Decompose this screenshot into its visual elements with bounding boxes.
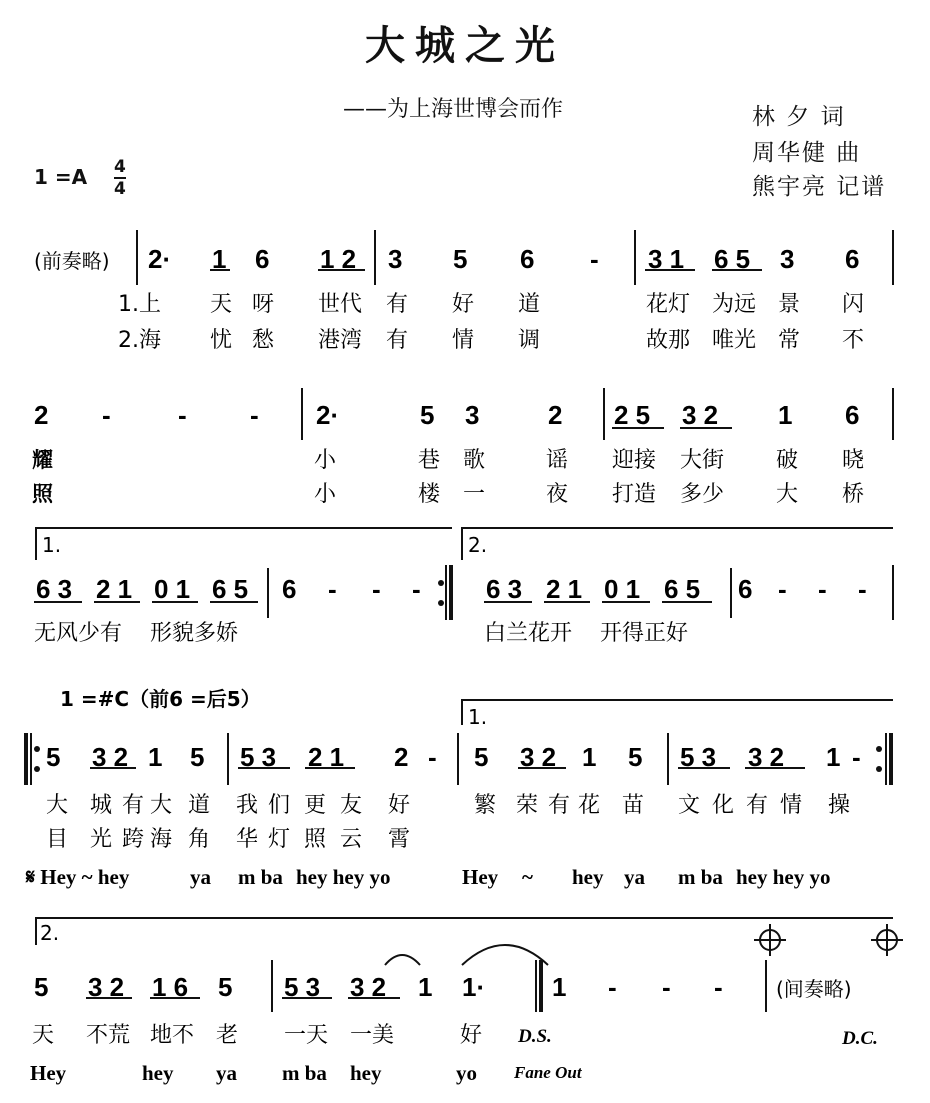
note: 1 2 bbox=[320, 244, 357, 274]
note: 0 1 bbox=[154, 574, 191, 604]
note: 6 3 bbox=[36, 574, 73, 604]
lyric: 好 bbox=[452, 292, 475, 317]
note: 6 3 bbox=[486, 574, 523, 604]
note: 5 bbox=[34, 972, 49, 1002]
lyric: 唯光 bbox=[712, 328, 757, 353]
note: - bbox=[662, 972, 671, 1002]
note: 2 bbox=[34, 400, 49, 430]
note: 5 bbox=[218, 972, 233, 1002]
note: - bbox=[858, 574, 867, 604]
note: - bbox=[328, 574, 337, 604]
lyric: 苗 bbox=[622, 793, 645, 818]
lyric: 大 bbox=[776, 482, 799, 507]
lyric: 不 bbox=[842, 328, 865, 353]
note: - bbox=[714, 972, 723, 1002]
subtitle: ——为上海世博会而作 bbox=[343, 97, 564, 122]
note: 1 bbox=[418, 972, 433, 1002]
lyric: 呀 bbox=[252, 292, 275, 317]
lyric: 云 bbox=[340, 827, 363, 852]
lyricist-credit: 林 夕 词 bbox=[752, 104, 846, 130]
line4-lyrics-verse1 bbox=[46, 793, 850, 818]
note: 3 bbox=[465, 400, 480, 430]
lyric: 一 bbox=[463, 482, 486, 507]
lyric: 操 bbox=[828, 793, 851, 818]
line3-lyrics bbox=[34, 621, 688, 646]
lyric: ya bbox=[216, 1061, 237, 1085]
lyric: 华 bbox=[236, 827, 259, 852]
note: 6 bbox=[255, 244, 270, 274]
lyric: 花灯 bbox=[646, 292, 691, 317]
lyric: Hey bbox=[462, 865, 499, 889]
lyric: 无风少有 bbox=[34, 621, 123, 646]
lyric: 破 bbox=[776, 448, 799, 473]
lyric: 楼 bbox=[418, 482, 441, 507]
lyric: 大街 bbox=[680, 448, 725, 473]
note: 0 1 bbox=[604, 574, 641, 604]
note: - bbox=[818, 574, 827, 604]
note: 6 bbox=[520, 244, 535, 274]
line2-notes bbox=[34, 400, 859, 430]
note: 3 2 bbox=[748, 742, 785, 772]
note: - bbox=[428, 742, 437, 772]
composer-credit: 周华健 曲 bbox=[752, 140, 862, 166]
note: - bbox=[608, 972, 617, 1002]
lyric: 2.海 bbox=[118, 328, 161, 353]
note: 3 bbox=[780, 244, 795, 274]
note: 1 bbox=[826, 742, 841, 772]
note: 2 1 bbox=[96, 574, 133, 604]
key-change: 1 =#C（前6 =后5） bbox=[60, 687, 261, 711]
note: 3 bbox=[388, 244, 403, 274]
note: 5 bbox=[190, 742, 205, 772]
note: 2 1 bbox=[308, 742, 345, 772]
note: 2 bbox=[394, 742, 409, 772]
note: 3 2 bbox=[88, 972, 125, 1002]
note: - bbox=[102, 400, 111, 430]
lyric: 天 bbox=[210, 292, 233, 317]
lyric: ya bbox=[624, 865, 645, 889]
line4-notes bbox=[46, 742, 861, 772]
lyric: 歌 bbox=[463, 448, 486, 473]
lyric: 有 bbox=[746, 793, 769, 818]
lyric: 花 bbox=[578, 793, 601, 818]
lyric: 好 bbox=[388, 793, 411, 818]
note: 3 1 bbox=[648, 244, 685, 274]
lyric: 好 bbox=[460, 1023, 483, 1048]
lyric: 地不 bbox=[150, 1023, 195, 1048]
line5-notes bbox=[34, 972, 723, 1002]
lyric: 𝄋 Hey ~ hey bbox=[26, 865, 130, 889]
lyric: 一天 bbox=[284, 1023, 329, 1048]
lyric: 灯 bbox=[268, 827, 291, 852]
lyric: 不荒 bbox=[86, 1023, 131, 1048]
lyric: yo bbox=[456, 1061, 477, 1085]
note: 3 2 bbox=[682, 400, 719, 430]
transcriber-credit: 熊宇亮 记谱 bbox=[752, 174, 887, 200]
note: 1 bbox=[212, 244, 227, 274]
lyric: 夜 bbox=[546, 482, 569, 507]
lyric: 大 bbox=[46, 793, 69, 818]
note: 6 bbox=[845, 400, 860, 430]
lyric: 有 bbox=[548, 793, 571, 818]
line2-lyrics-verse1 bbox=[32, 448, 864, 473]
note: 5 bbox=[46, 742, 61, 772]
note: - bbox=[372, 574, 381, 604]
lyric: 形貌多娇 bbox=[150, 621, 239, 646]
note: 2 bbox=[548, 400, 563, 430]
lyric: 有 bbox=[386, 328, 409, 353]
line1-lyrics-verse2 bbox=[118, 328, 864, 353]
lyric: m ba bbox=[678, 865, 723, 889]
note: 2· bbox=[148, 244, 172, 274]
lyric: 情 bbox=[452, 328, 475, 353]
line5-lyrics bbox=[32, 1023, 482, 1048]
lyric: 老 bbox=[216, 1023, 239, 1048]
lyric: 更 bbox=[304, 793, 327, 818]
lyric: 开得正好 bbox=[600, 621, 689, 646]
note: 1 bbox=[552, 972, 567, 1002]
lyric: 们 bbox=[268, 793, 291, 818]
lyric: 白兰花开 bbox=[484, 621, 573, 646]
note: 6 5 bbox=[664, 574, 701, 604]
note: 6 5 bbox=[714, 244, 751, 274]
lyric: hey bbox=[350, 1061, 382, 1085]
note: - bbox=[590, 244, 599, 274]
note: 2 5 bbox=[614, 400, 651, 430]
lyric: 化 bbox=[712, 793, 735, 818]
note: 3 2 bbox=[520, 742, 557, 772]
note: - bbox=[852, 742, 861, 772]
note: 1 bbox=[582, 742, 597, 772]
note: - bbox=[178, 400, 187, 430]
lyric: 1.上 bbox=[118, 292, 161, 317]
time-signature-top: 4 bbox=[114, 157, 126, 177]
ds-marker: D.S. bbox=[518, 1026, 552, 1047]
note: 5 3 bbox=[284, 972, 321, 1002]
note: 5 bbox=[453, 244, 468, 274]
lyric: 情 bbox=[780, 793, 803, 818]
note: 5 3 bbox=[680, 742, 717, 772]
note: 1 6 bbox=[152, 972, 189, 1002]
lyric: 小 bbox=[314, 482, 337, 507]
note: 3 2 bbox=[350, 972, 387, 1002]
lyric: 道 bbox=[518, 292, 541, 317]
lyric: ~ bbox=[522, 865, 533, 889]
lyric: 桥 bbox=[842, 482, 865, 507]
note: 6 bbox=[282, 574, 297, 604]
lyric: 天 bbox=[32, 1023, 55, 1048]
lyric: 城 bbox=[90, 793, 113, 818]
lyric: 照 bbox=[304, 827, 327, 852]
fade-out-marker: Fane Out bbox=[514, 1063, 582, 1082]
lyric: 有 bbox=[122, 793, 145, 818]
lyric: 调 bbox=[518, 328, 541, 353]
lyric: hey hey yo bbox=[296, 865, 391, 889]
lyric: 我 bbox=[236, 793, 259, 818]
lyric: 常 bbox=[778, 328, 801, 353]
volta-first-label-2: 1. bbox=[468, 705, 488, 729]
lyric: 友 bbox=[340, 793, 363, 818]
lyric: hey bbox=[572, 865, 604, 889]
lyric: m ba bbox=[238, 865, 283, 889]
key-signature: 1 =A bbox=[34, 165, 88, 189]
note: 6 bbox=[738, 574, 753, 604]
lyric: 愁 bbox=[252, 328, 275, 353]
lyric: 晓 bbox=[842, 448, 865, 473]
lyric: 忧 bbox=[210, 328, 233, 353]
lyric: 照 bbox=[32, 482, 53, 506]
lyric: 巷 bbox=[418, 448, 441, 473]
note: 1 bbox=[148, 742, 163, 772]
lyric: m ba bbox=[282, 1061, 327, 1085]
lyric: 目 bbox=[46, 827, 69, 852]
interlude-note: (间奏略) bbox=[776, 977, 852, 1001]
note: 5 bbox=[628, 742, 643, 772]
note: 1· bbox=[462, 972, 486, 1002]
note: 3 2 bbox=[92, 742, 129, 772]
dc-marker: D.C. bbox=[842, 1028, 878, 1049]
lyric: 跨 bbox=[122, 827, 145, 852]
lyric: 为远 bbox=[712, 292, 757, 317]
lyric: 繁 bbox=[474, 793, 497, 818]
line4-lyrics-verse2 bbox=[46, 827, 410, 852]
lyric: 故那 bbox=[646, 328, 691, 353]
volta-second-label: 2. bbox=[468, 533, 488, 557]
lyric: Hey bbox=[30, 1061, 67, 1085]
lyric: 谣 bbox=[546, 448, 569, 473]
lyric: 霄 bbox=[388, 827, 411, 852]
prelude-note: (前奏略) bbox=[34, 249, 110, 273]
line2-lyrics-verse2 bbox=[32, 482, 864, 507]
lyric: 光 bbox=[90, 827, 113, 852]
lyric: 文 bbox=[678, 793, 701, 818]
note: 6 5 bbox=[212, 574, 249, 604]
line4-english bbox=[25, 865, 831, 889]
lyric: 港湾 bbox=[318, 328, 363, 353]
lyric: 打造 bbox=[612, 482, 657, 507]
lyric: 多少 bbox=[680, 482, 725, 507]
lyric: 小 bbox=[314, 448, 337, 473]
time-signature-bottom: 4 bbox=[114, 179, 126, 199]
lyric: 世代 bbox=[318, 292, 363, 317]
note: 2 1 bbox=[546, 574, 583, 604]
note: - bbox=[778, 574, 787, 604]
lyric: 角 bbox=[188, 827, 211, 852]
lyric: 道 bbox=[188, 793, 211, 818]
lyric: 迎接 bbox=[612, 448, 657, 473]
line1-lyrics-verse1 bbox=[118, 292, 864, 317]
note: 2· bbox=[316, 400, 340, 430]
note: 6 bbox=[845, 244, 860, 274]
volta-first-label: 1. bbox=[42, 533, 62, 557]
lyric: hey bbox=[142, 1061, 174, 1085]
lyric: 荣 bbox=[516, 793, 539, 818]
song-title: 大城之光 bbox=[365, 23, 565, 69]
line5-english bbox=[30, 1061, 477, 1085]
volta-second-label-2: 2. bbox=[40, 921, 60, 945]
note: 5 bbox=[420, 400, 435, 430]
lyric: 闪 bbox=[842, 292, 865, 317]
lyric: ya bbox=[190, 865, 211, 889]
lyric: hey hey yo bbox=[736, 865, 831, 889]
lyric: 一美 bbox=[350, 1023, 395, 1048]
lyric: 大 bbox=[150, 793, 173, 818]
lyric: 景 bbox=[778, 292, 801, 317]
note: 5 3 bbox=[240, 742, 277, 772]
note: 5 bbox=[474, 742, 489, 772]
note: 1 bbox=[778, 400, 793, 430]
lyric: 耀 bbox=[32, 448, 53, 472]
lyric: 海 bbox=[150, 827, 173, 852]
lyric: 有 bbox=[386, 292, 409, 317]
note: - bbox=[250, 400, 259, 430]
note: - bbox=[412, 574, 421, 604]
